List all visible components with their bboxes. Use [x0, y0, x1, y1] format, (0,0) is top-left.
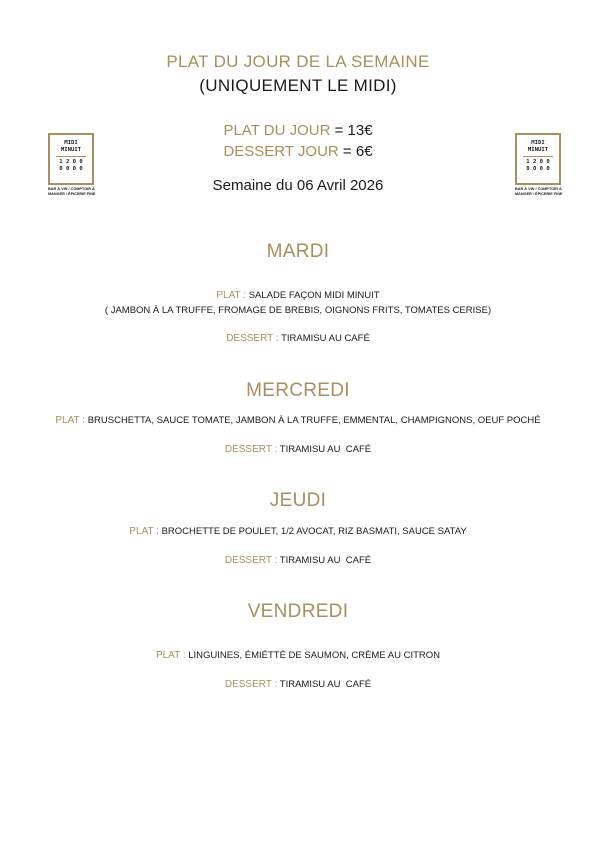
day-heading-vendredi: VENDREDI — [247, 601, 349, 622]
logo-box — [515, 133, 561, 185]
dessert-jour-label: DESSERT JOUR — [223, 143, 339, 160]
logo-divider — [523, 156, 553, 157]
plat-du-jour-label: PLAT DU JOUR — [223, 122, 331, 139]
logo-tagline: BAR À VIN / COMPTOIR À MANGER / ÉPICERIE FINE — [48, 187, 96, 196]
dessert-text: TIRAMISU AU CAFÉ — [279, 444, 372, 455]
plat-line-vendredi — [0, 650, 596, 661]
dessert-line-jeudi — [0, 555, 596, 566]
day-heading-mercredi: MERCREDI — [246, 380, 350, 401]
plat-du-jour-price: = 13€ — [330, 122, 373, 139]
plat-text: LINGUINES, ÉMIÉTTÉ DE SAUMON, CRÈME AU CITRON — [188, 650, 441, 661]
logo-text: MIDI — [531, 140, 545, 146]
day-heading-jeudi: JEUDI — [269, 490, 327, 511]
logo-right — [515, 133, 565, 199]
dessert-text: TIRAMISU AU CAFÉ — [281, 333, 370, 344]
dessert-line-mardi — [0, 333, 596, 344]
dessert-text: TIRAMISU AU CAFÉ — [279, 679, 372, 690]
page-title: PLAT DU JOUR DE LA SEMAINE — [166, 52, 430, 71]
logo-text: 1 2 0 0 — [59, 159, 83, 165]
logo-box — [48, 133, 94, 185]
week-date: Semaine du 06 Avril 2026 — [212, 177, 384, 194]
logo-text: 1 2 0 0 — [526, 159, 550, 165]
plat-label: PLAT : — [129, 526, 159, 537]
logo-left — [48, 133, 98, 199]
plat-text: BROCHETTE DE POULET, 1/2 AVOCAT, RIZ BASMATI, SAUCE SATAY — [161, 526, 467, 537]
logo-text: MINUIT — [60, 147, 82, 153]
plat-detail-mardi: ( JAMBON À LA TRUFFE, FROMAGE DE BREBIS, OIGNONS FRITS, TOMATES CERISE) — [104, 305, 492, 316]
plat-text: BRUSCHETTA, SAUCE TOMATE, JAMBON À LA TRUFFE, EMMENTAL, CHAMPIGNONS, OEUF POCHÉ — [87, 415, 541, 426]
dessert-label: DESSERT : — [226, 333, 279, 344]
plat-text: SALADE FAÇON MIDI MINUIT — [248, 290, 380, 301]
plat-label: PLAT : — [155, 650, 186, 661]
dessert-label: DESSERT : — [224, 444, 278, 455]
logo-text: MIDI — [64, 140, 78, 146]
logo-text: 0 0 0 0 — [526, 166, 550, 172]
plat-label: PLAT : — [216, 290, 247, 301]
logo-text: 0 0 0 0 — [59, 166, 83, 172]
logo-tagline: BAR À VIN / COMPTOIR À MANGER / ÉPICERIE FINE — [515, 187, 563, 196]
dessert-line-vendredi — [0, 679, 596, 690]
dessert-line-mercredi — [0, 444, 596, 455]
plat-line-jeudi — [0, 526, 596, 537]
plat-line-mercredi — [0, 415, 596, 426]
logo-divider — [56, 156, 86, 157]
plat-line-mardi — [0, 290, 596, 301]
dessert-jour-price: = 6€ — [338, 143, 373, 160]
dessert-text: TIRAMISU AU CAFÉ — [279, 555, 372, 566]
dessert-label: DESSERT : — [224, 679, 278, 690]
logo-text: MINUIT — [527, 147, 549, 153]
page-subtitle: (UNIQUEMENT LE MIDI) — [199, 76, 397, 95]
plat-label: PLAT : — [55, 415, 86, 426]
day-heading-mardi: MARDI — [266, 241, 330, 262]
dessert-label: DESSERT : — [224, 555, 278, 566]
